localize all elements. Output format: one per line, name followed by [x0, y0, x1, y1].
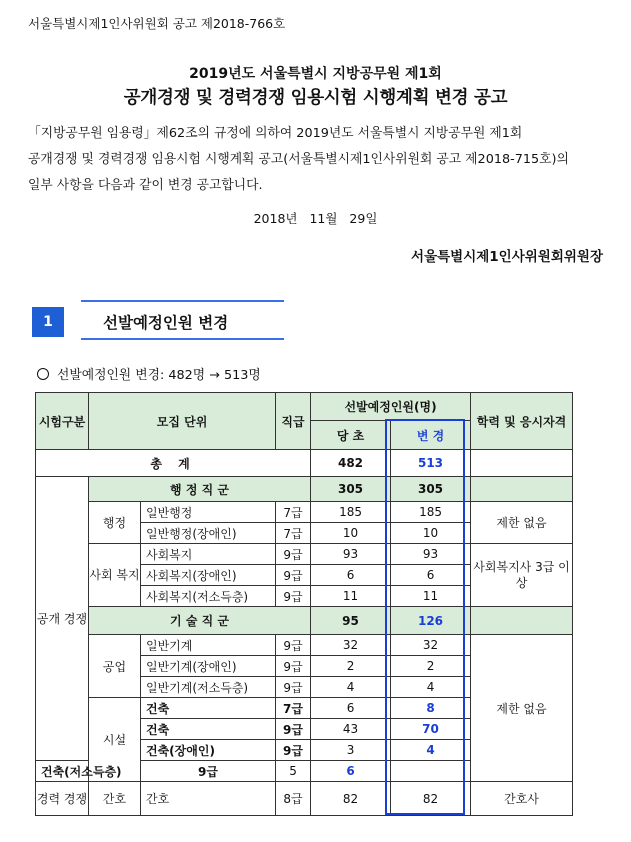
- header-unit: 모집 단위: [89, 393, 276, 450]
- grade: 7급: [276, 698, 311, 719]
- unit-name: 건축(장애인): [141, 740, 276, 761]
- circle-bullet-icon: [37, 368, 49, 380]
- grade: 9급: [141, 761, 276, 782]
- section-title: 선발예정인원 변경: [103, 314, 229, 332]
- changed-count: 2: [391, 656, 471, 677]
- original-count: 6: [311, 698, 391, 719]
- tech-group-original: 95: [311, 607, 391, 635]
- changed-count: 93: [391, 544, 471, 565]
- original-count: 11: [311, 586, 391, 607]
- grade: 9급: [276, 677, 311, 698]
- admin-field-label: 행정: [89, 502, 141, 544]
- changed-count: 6: [311, 761, 391, 782]
- changed-count: 32: [391, 635, 471, 656]
- grade: 9급: [276, 635, 311, 656]
- changed-count: 8: [391, 698, 471, 719]
- admin-group-original: 305: [311, 477, 391, 502]
- bullet-line: [37, 364, 261, 383]
- unit-name: 사회복지(장애인): [141, 565, 276, 586]
- changed-count: 70: [391, 719, 471, 740]
- nursing-row: [36, 782, 573, 816]
- body-paragraph: 「지방공무원 임용령」제62조의 규정에 의하여 2019년도 서울특별시 지방공무원 제1회 공개경쟁 및 경력경쟁 임용시험 시행계획 공고(서울특별시제1인사위원회 공고 제2018-715호)의 일부 사항을 다음과 같이 변경 공고합니다.: [28, 126, 569, 193]
- original-count: 2: [311, 656, 391, 677]
- grade: 9급: [276, 656, 311, 677]
- welfare-qualification: 사회복지사 3급 이상: [471, 544, 573, 607]
- header-planned: 선발예정인원(명): [311, 393, 471, 421]
- tech-group-label: 기 술 직 군: [89, 607, 311, 635]
- unit-name: 일반기계: [141, 635, 276, 656]
- changed-count: 10: [391, 523, 471, 544]
- notice-date: 2018년 11월 29일: [253, 211, 378, 226]
- unit-name: 건축: [141, 698, 276, 719]
- open-competition-label: 공개 경쟁: [36, 477, 89, 761]
- total-label: 총 계: [36, 450, 311, 477]
- changed-count: 4: [391, 740, 471, 761]
- admin-group-row: [36, 477, 573, 502]
- title-line-2: 공개경쟁 및 경력경쟁 임용시험 시행계획 변경 공고: [123, 88, 508, 108]
- changed-count: 6: [391, 565, 471, 586]
- unit-name: 일반기계(저소득층): [141, 677, 276, 698]
- unit-name: 일반행정: [141, 502, 276, 523]
- admin-group-changed: 305: [391, 477, 471, 502]
- unit-name: 사회복지(저소득층): [141, 586, 276, 607]
- nursing-field: 간호: [89, 782, 141, 816]
- original-count: 93: [311, 544, 391, 565]
- grade: 9급: [276, 586, 311, 607]
- section-title-box: [81, 300, 284, 340]
- original-count: 185: [311, 502, 391, 523]
- admin-group-label: 행 정 직 군: [89, 477, 311, 502]
- notice-number: 서울특별시제1인사위원회 공고 제2018-766호: [28, 16, 286, 31]
- table-header-row: [36, 393, 573, 421]
- unit-name: 건축(저소득층): [36, 761, 89, 782]
- grade: 9급: [276, 544, 311, 565]
- original-count: 43: [311, 719, 391, 740]
- unit-name: 간호: [141, 782, 276, 816]
- tech-qualification: 제한 없음: [471, 635, 573, 782]
- header-qualification: 학력 및 응시자격: [471, 393, 573, 450]
- welfare-field-label: 사회 복지: [89, 544, 141, 607]
- total-original: 482: [311, 450, 391, 477]
- grade: 7급: [276, 523, 311, 544]
- original-count: 5: [276, 761, 311, 782]
- grade: 7급: [276, 502, 311, 523]
- total-row: [36, 450, 573, 477]
- grade: 8급: [276, 782, 311, 816]
- total-changed: 513: [391, 450, 471, 477]
- unit-name: 일반기계(장애인): [141, 656, 276, 677]
- career-competition-label: 경력 경쟁: [36, 782, 89, 816]
- grade: 9급: [276, 719, 311, 740]
- facility-field-label: 시설: [89, 698, 141, 782]
- original-count: 3: [311, 740, 391, 761]
- changed-count: 185: [391, 502, 471, 523]
- total-qualification: [471, 450, 573, 477]
- unit-name: 일반행정(장애인): [141, 523, 276, 544]
- tech-group-row: [36, 607, 573, 635]
- title-line-1: 2019년도 서울특별시 지방공무원 제1회: [189, 66, 442, 82]
- original-count: 10: [311, 523, 391, 544]
- industry-field-label: 공업: [89, 635, 141, 698]
- nursing-qualification: 간호사: [471, 782, 573, 816]
- tech-group-changed: 126: [391, 607, 471, 635]
- grade: 9급: [276, 565, 311, 586]
- header-changed: 변 경: [391, 421, 471, 450]
- admin-qualification: 제한 없음: [471, 502, 573, 544]
- changed-count: 11: [391, 586, 471, 607]
- table-row: [36, 544, 573, 565]
- changed-count: 4: [391, 677, 471, 698]
- section-number-badge: 1: [32, 307, 64, 337]
- table-row: [36, 502, 573, 523]
- tech-group-qual: [471, 607, 573, 635]
- original-count: 6: [311, 565, 391, 586]
- unit-name: 건축: [141, 719, 276, 740]
- grade: 9급: [276, 740, 311, 761]
- changed-count: 82: [391, 782, 471, 816]
- header-original: 당 초: [311, 421, 391, 450]
- unit-name: 사회복지: [141, 544, 276, 565]
- admin-group-qual: [471, 477, 573, 502]
- original-count: 32: [311, 635, 391, 656]
- table-row: [36, 635, 573, 656]
- header-exam-type: 시험구분: [36, 393, 89, 450]
- recruitment-table: [35, 392, 573, 816]
- original-count: 82: [311, 782, 391, 816]
- header-grade: 직급: [276, 393, 311, 450]
- original-count: 4: [311, 677, 391, 698]
- bullet-text: 선발예정인원 변경: 482명 → 513명: [57, 368, 261, 383]
- signer: 서울특별시제1인사위원회위원장: [411, 249, 603, 265]
